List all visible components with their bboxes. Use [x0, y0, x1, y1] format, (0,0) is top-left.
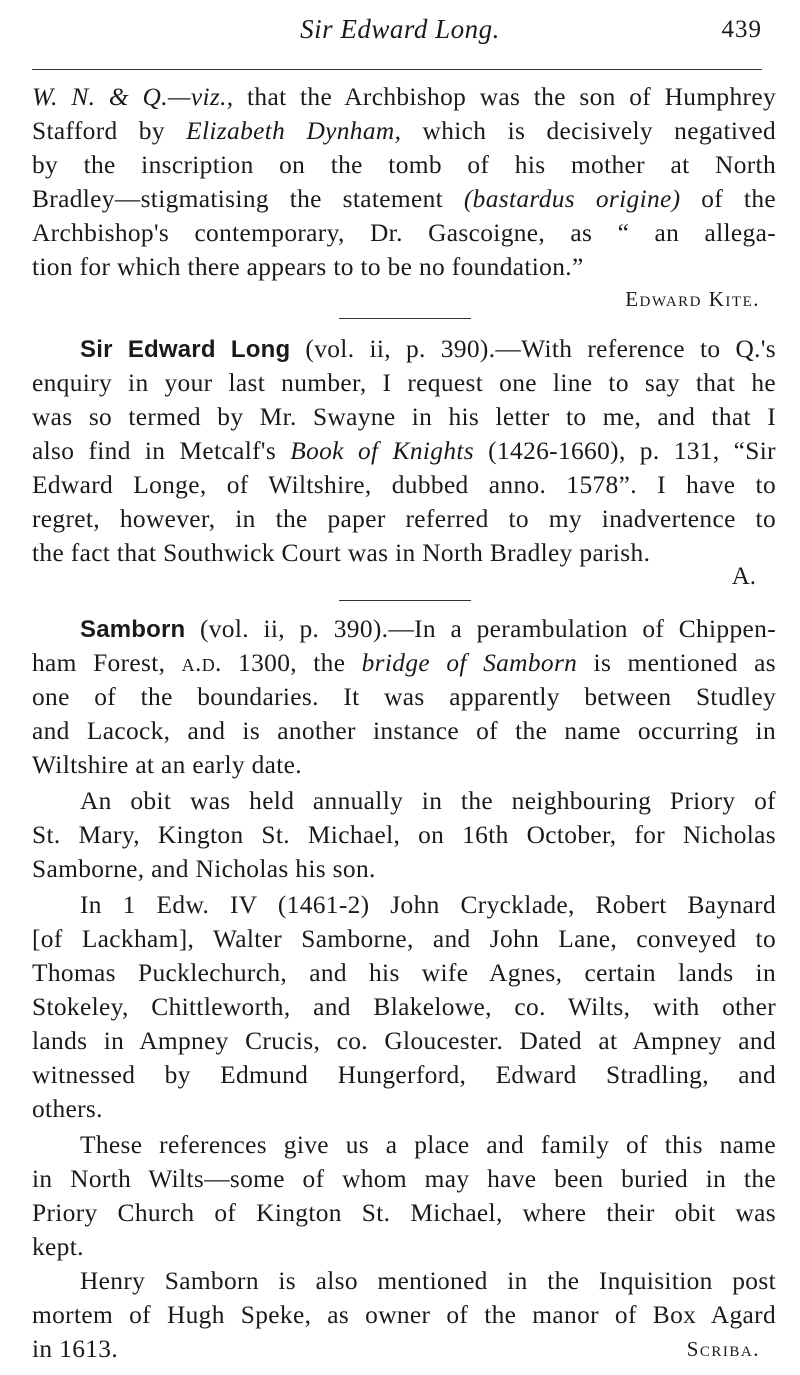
signature-a: A.: [731, 563, 756, 590]
section1-line-3: by the inscription on the tomb of his mother at North: [32, 151, 776, 179]
section3-line-3: one of the boundaries. It was apparently between Studley: [32, 683, 776, 711]
section1-line-5: Archbishop's contemporary, Dr. Gascoigne, as “ an allega-: [32, 219, 776, 247]
section3-line-1: Samborn (vol. ii, p. 390).—In a perambulation of Chippen-: [80, 615, 776, 643]
signature-scriba: Scriba.: [686, 1337, 760, 1361]
paragraph-edw-line-6: witnessed by Edmund Hungerford, Edward Stradling, and: [32, 1061, 776, 1089]
section2-line-2: enquiry in your last number, I request one line to say that he: [32, 369, 776, 397]
paragraph-references-line-2: in North Wilts—some of whom may have been buried in the: [32, 1165, 776, 1193]
paragraph-edw-line-2: [of Lackham], Walter Samborne, and John Lane, conveyed to: [32, 925, 776, 953]
paragraph-henry-line-1: Henry Samborn is also mentioned in the Inquisition post: [80, 1267, 776, 1295]
paragraph-references-line-3: Priory Church of Kington St. Michael, where their obit was: [32, 1199, 776, 1227]
section2-line-7: the fact that Southwick Court was in North Bradley parish.: [32, 539, 651, 567]
paragraph-references-line-4: kept.: [32, 1233, 84, 1261]
section2-line-6: regret, however, in the paper referred to my inadvertence to: [32, 505, 776, 533]
paragraph-henry-line-2: mortem of Hugh Speke, as owner of the manor of Box Agard: [32, 1301, 776, 1329]
entry-heading-samborn: Samborn: [80, 616, 186, 643]
page-number: 439: [721, 16, 762, 43]
paragraph-henry-line-3: in 1613.: [32, 1335, 119, 1363]
paragraph-edw-line-4: Stokeley, Chittleworth, and Blakelowe, co. Wilts, with other: [32, 993, 776, 1021]
section3-line-4: and Lacock, and is another instance of the name occurring in: [32, 717, 776, 745]
section1-line-4: Bradley—stigmatising the statement (bastardus origine) of the: [32, 185, 776, 213]
running-title: Sir Edward Long.: [300, 14, 500, 44]
paragraph-edw-line-1: In 1 Edw. IV (1461-2) John Crycklade, Robert Baynard: [80, 891, 776, 919]
section2-line-5: Edward Longe, of Wiltshire, dubbed anno. 1578”. I have to: [32, 471, 776, 499]
paragraph-references-line-1: These references give us a place and family of this name: [80, 1131, 776, 1159]
section1-line-1: W. N. & Q.—viz., that the Archbishop was the son of Humphrey: [32, 83, 776, 111]
citation-abbrev: W. N. & Q.—viz.,: [32, 83, 234, 111]
entry-heading-sir-edward-long: Sir Edward Long: [80, 336, 291, 363]
section-divider: [339, 600, 471, 601]
paragraph-edw-line-3: Thomas Pucklechurch, and his wife Agnes, certain lands in: [32, 959, 776, 987]
section2-line-1: Sir Edward Long (vol. ii, p. 390).—With reference to Q.'s: [80, 335, 776, 363]
signature-edward-kite: Edward Kite.: [625, 287, 760, 311]
paragraph-edw-line-7: others.: [32, 1095, 103, 1123]
section2-line-3: was so termed by Mr. Swayne in his letter to me, and that I: [32, 403, 776, 431]
paragraph-obit-line-2: St. Mary, Kington St. Michael, on 16th October, for Nicholas: [32, 821, 776, 849]
paragraph-obit-line-3: Samborne, and Nicholas his son.: [32, 855, 376, 883]
section2-line-4: also find in Metcalf's Book of Knights (1426-1660), p. 131, “Sir: [32, 437, 776, 465]
section1-line-6: tion for which there appears to to be no foundation.”: [32, 253, 584, 281]
paragraph-edw-line-5: lands in Ampney Crucis, co. Gloucester. Dated at Ampney and: [32, 1027, 776, 1055]
section3-line-5: Wiltshire at an early date.: [32, 751, 302, 779]
header-rule: [32, 69, 762, 70]
paragraph-obit-line-1: An obit was held annually in the neighbouring Priory of: [80, 787, 776, 815]
section1-line-2: Stafford by Elizabeth Dynham, which is decisively negatived: [32, 117, 777, 145]
section-divider: [339, 318, 471, 319]
section3-line-2: ham Forest, a.d. 1300, the bridge of Samborn is mentioned as: [32, 649, 776, 677]
